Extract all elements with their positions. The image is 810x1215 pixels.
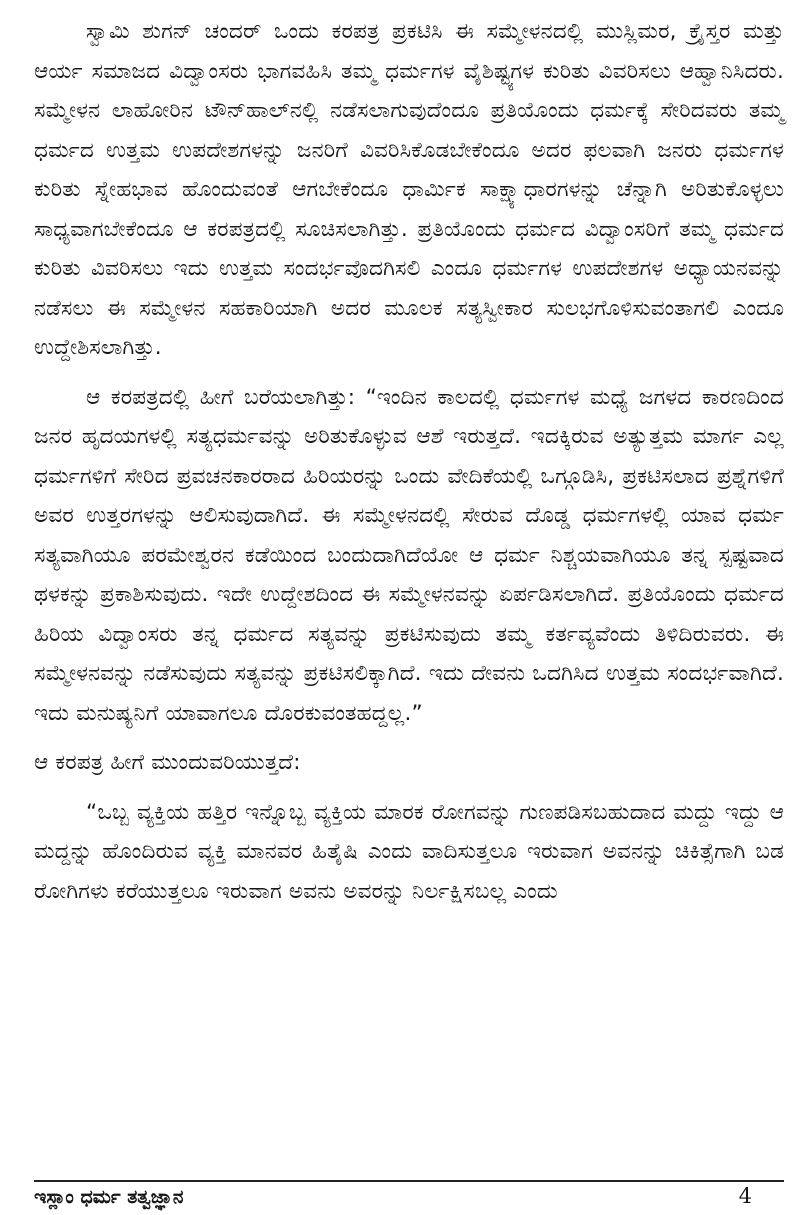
page-number: 4: [738, 1184, 752, 1208]
paragraph-3: ಆ ಕರಪತ್ರ ಹೀಗೆ ಮುಂದುವರಿಯುತ್ತದೆ:: [34, 750, 301, 775]
paragraph-1: ಸ್ವಾಮಿ ಶುಗನ್ ಚಂದರ್ ಒಂದು ಕರಪತ್ರ ಪ್ರಕಟಿಸಿ ಈ ಸಮ್ಮೇಳನದಲ್ಲಿ ಮುಸ್ಲಿಮರ, ಕ್ರೈಸ್ತರ ಮತ್ತು ಆರ್ಯ ಸಮಾಜದ ವಿದ್ವಾಂಸರು ಭಾಗವಹಿಸಿ ತಮ್ಮ ಧರ್ಮಗಳ ವೈಶಿಷ್ಟ್ಯಗಳ ಕುರಿತು ವಿವರಿಸಲು ಆಹ್ವಾನಿಸಿದರು. ಸಮ್ಮೇಳನ ಲಾಹೋರಿನ ಟೌನ್‌ಹಾಲ್‌ನಲ್ಲಿ ನಡೆಸಲಾಗುವುದೆಂದೂ ಪ್ರತಿಯೊಂದು ಧರ್ಮಕ್ಕೆ ಸೇರಿದವರು ತಮ್ಮ ಧರ್ಮದ ಉತ್ತಮ ಉಪದೇಶಗಳನ್ನು ಜನರಿಗೆ ವಿವರಿಸಿಕೊಡಬೇಕೆಂದೂ ಅದರ ಫಲವಾಗಿ ಜನರು ಧರ್ಮಗಳ ಕುರಿತು ಸ್ನೇಹಭಾವ ಹೊಂದುವಂತೆ ಆಗಬೇಕೆಂದೂ ಧಾರ್ಮಿಕ ಸಾಕ್ಷ್ಯಾಧಾರಗಳನ್ನು ಚೆನ್ನಾಗಿ ಅರಿತುಕೊಳ್ಳಲು ಸಾಧ್ಯವಾಗಬೇಕೆಂದೂ ಆ ಕರಪತ್ರದಲ್ಲಿ ಸೂಚಿಸಲಾಗಿತ್ತು. ಪ್ರತಿಯೊಂದು ಧರ್ಮದ ವಿದ್ವಾಂಸರಿಗೆ ತಮ್ಮ ಧರ್ಮದ ಕುರಿತು ವಿವರಿಸಲು ಇದು ಉತ್ತಮ ಸಂದರ್ಭವೊದಗಿಸಲಿ ಎಂದೂ ಧರ್ಮಗಳ ಉಪದೇಶಗಳ ಅಧ್ಯಾಯನವನ್ನು ನಡೆಸಲು ಈ ಸಮ್ಮೇಳನ ಸಹಕಾರಿಯಾಗಿ ಅದರ ಮೂಲಕ ಸತ್ಯಸ್ವೀಕಾರ ಸುಲಭಗೊಳಿಸುವಂತಾಗಲಿ ಎಂದೂ ಉದ್ದೇಶಿಸಲಾಗಿತ್ತು.: [34, 19, 784, 360]
paragraph-4: “ಒಬ್ಬ ವ್ಯಕ್ತಿಯ ಹತ್ತಿರ ಇನ್ನೊಬ್ಬ ವ್ಯಕ್ತಿಯ ಮಾರಕ ರೋಗವನ್ನು ಗುಣಪಡಿಸಬಹುದಾದ ಮದ್ದು ಇದ್ದು ಆ ಮದ್ದನ್ನು ಹೊಂದಿರುವ ವ್ಯಕ್ತಿ ಮಾನವರ ಹಿತೈಷಿ ಎಂದು ವಾದಿಸುತ್ತಲೂ ಇರುವಾಗ ಅವನನ್ನು ಚಿಕಿತ್ಸೆಗಾಗಿ ಬಡ ರೋಗಿಗಳು ಕರೆಯುತ್ತಲೂ ಇರುವಾಗ ಅವನು ಅವರನ್ನು ನಿರ್ಲಕ್ಷಿಸಬಲ್ಲ ಎಂದು: [34, 799, 784, 904]
footer-rule: [34, 1180, 784, 1182]
paragraph-2: ಆ ಕರಪತ್ರದಲ್ಲಿ ಹೀಗೆ ಬರೆಯಲಾಗಿತ್ತು: “ಇಂದಿನ ಕಾಲದಲ್ಲಿ ಧರ್ಮಗಳ ಮಧ್ಯೆ ಜಗಳದ ಕಾರಣದಿಂದ ಜನರ ಹೃದಯಗಳಲ್ಲಿ ಸತ್ಯಧರ್ಮವನ್ನು ಅರಿತುಕೊಳ್ಳುವ ಆಶೆ ಇರುತ್ತದೆ. ಇದಕ್ಕಿರುವ ಅತ್ಯುತ್ತಮ ಮಾರ್ಗ ಎಲ್ಲ ಧರ್ಮಗಳಿಗೆ ಸೇರಿದ ಪ್ರವಚನಕಾರರಾದ ಹಿರಿಯರನ್ನು ಒಂದು ವೇದಿಕೆಯಲ್ಲಿ ಒಗ್ಗೂಡಿಸಿ, ಪ್ರಕಟಿಸಲಾದ ಪ್ರಶ್ನೆಗಳಿಗೆ ಅವರ ಉತ್ತರಗಳನ್ನು ಆಲಿಸುವುದಾಗಿದೆ. ಈ ಸಮ್ಮೇಳನದಲ್ಲಿ ಸೇರುವ ದೊಡ್ಡ ಧರ್ಮಗಳಲ್ಲಿ ಯಾವ ಧರ್ಮ ಸತ್ಯವಾಗಿಯೂ ಪರಮೇಶ್ವರನ ಕಡೆಯಿಂದ ಬಂದುದಾಗಿದೆಯೋ ಆ ಧರ್ಮ ನಿಶ್ಚಯವಾಗಿಯೂ ತನ್ನ ಸ್ಪಷ್ಟವಾದ ಥಳಕನ್ನು ಪ್ರಕಾಶಿಸುವುದು. ಇದೇ ಉದ್ದೇಶದಿಂದ ಈ ಸಮ್ಮೇಳನವನ್ನು ಏರ್ಪಡಿಸಲಾಗಿದೆ. ಪ್ರತಿಯೊಂದು ಧರ್ಮದ ಹಿರಿಯ ವಿದ್ವಾಂಸರು ತನ್ನ ಧರ್ಮದ ಸತ್ಯವನ್ನು ಪ್ರಕಟಿಸುವುದು ತಮ್ಮ ಕರ್ತವ್ಯವೆಂದು ತಿಳಿದಿರುವರು. ಈ ಸಮ್ಮೇಳನವನ್ನು ನಡೆಸುವುದು ಸತ್ಯವನ್ನು ಪ್ರಕಟಿಸಲಿಕ್ಕಾಗಿದೆ. ಇದು ದೇವನು ಒದಗಿಸಿದ ಉತ್ತಮ ಸಂದರ್ಭವಾಗಿದೆ. ಇದು ಮನುಷ್ಯನಿಗೆ ಯಾವಾಗಲೂ ದೊರಕುವಂತಹದ್ದಲ್ಲ.”: [34, 384, 784, 726]
footer-book-title: ಇಸ್ಲಾಂ ಧರ್ಮ ತತ್ವಜ್ಞಾನ: [34, 1186, 184, 1208]
body-text: [34, 12, 784, 921]
